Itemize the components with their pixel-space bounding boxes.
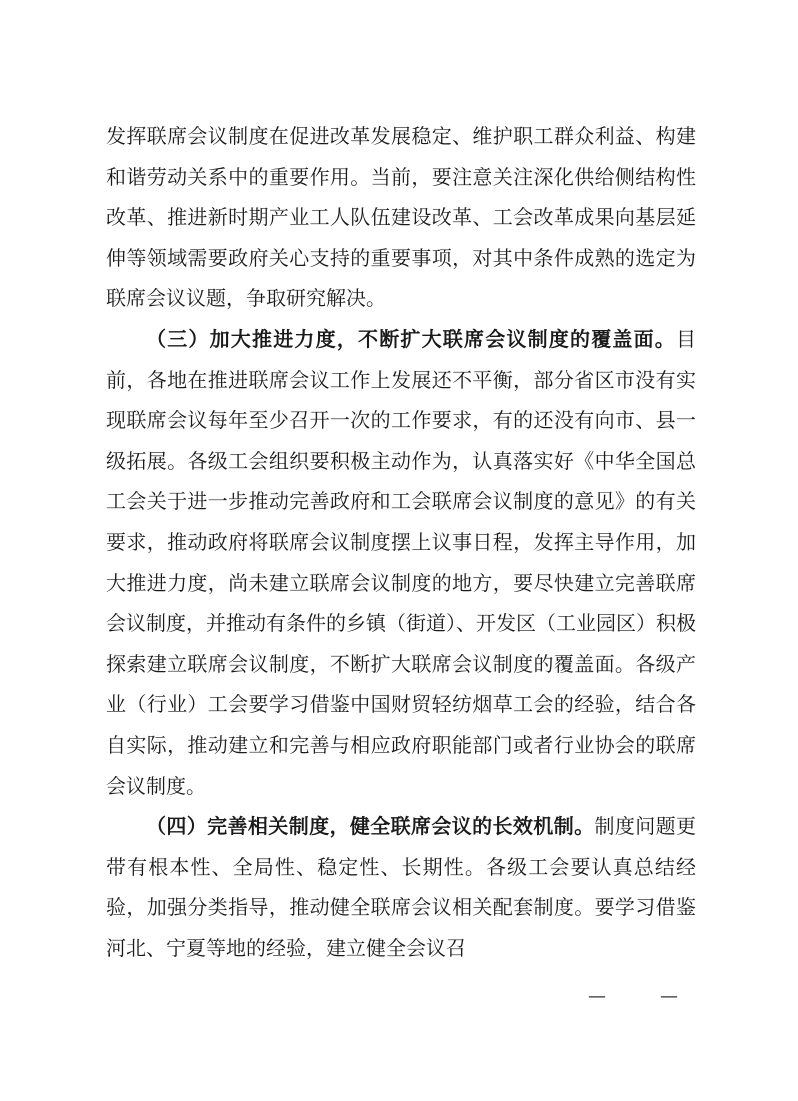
paragraph-1 <box>106 116 696 319</box>
paragraph-2 <box>106 319 696 806</box>
paragraph-2-text: 目前，各地在推进联席会议工作上发展还不平衡，部分省区市没有实现联席会议每年至少召开一次的工作要求，有的还没有向市、县一级拓展。各级工会组织要积极主动作为，认真落实好《中华全国总工会关于进一步推动完善政府和工会联席会议制度的意见》的有关要求，推动政府将联席会议制度摆上议事日程，发挥主导作用，加大推进力度，尚未建立联席会议制度的地方，要尽快建立完善联席会议制度，并推动有条件的乡镇（街道）、开发区（工业园区）积极探索建立联席会议制度，不断扩大联席会议制度的覆盖面。各级产业（行业）工会要学习借鉴中国财贸轻纺烟草工会的经验，结合各自实际，推动建立和完善与相应政府职能部门或者行业协会的联席会议制度。 <box>106 326 696 798</box>
page-marker-right-dash: — <box>660 986 678 1007</box>
page-number-marker <box>588 986 678 1007</box>
paragraph-3 <box>106 806 696 968</box>
document-body <box>106 116 696 968</box>
paragraph-1-text: 发挥联席会议制度在促进改革发展稳定、维护职工群众利益、构建和谐劳动关系中的重要作用。当前，要注意关注深化供给侧结构性改革、推进新时期产业工人队伍建设改革、工会改革成果向基层延伸等领域需要政府关心支持的重要事项，对其中条件成熟的选定为联席会议议题，争取研究解决。 <box>106 124 696 311</box>
paragraph-3-heading: （四）完善相关制度，健全联席会议的长效机制。 <box>146 814 595 839</box>
paragraph-3-text: 制度问题更带有根本性、全局性、稳定性、长期性。各级工会要认真总结经验，加强分类指导，推动健全联席会议相关配套制度。要学习借鉴河北、宁夏等地的经验，建立健全会议召 <box>106 814 697 960</box>
paragraph-2-heading: （三）加大推进力度，不断扩大联席会议制度的覆盖面。 <box>146 326 676 351</box>
page-marker-left-dash: — <box>588 986 606 1007</box>
